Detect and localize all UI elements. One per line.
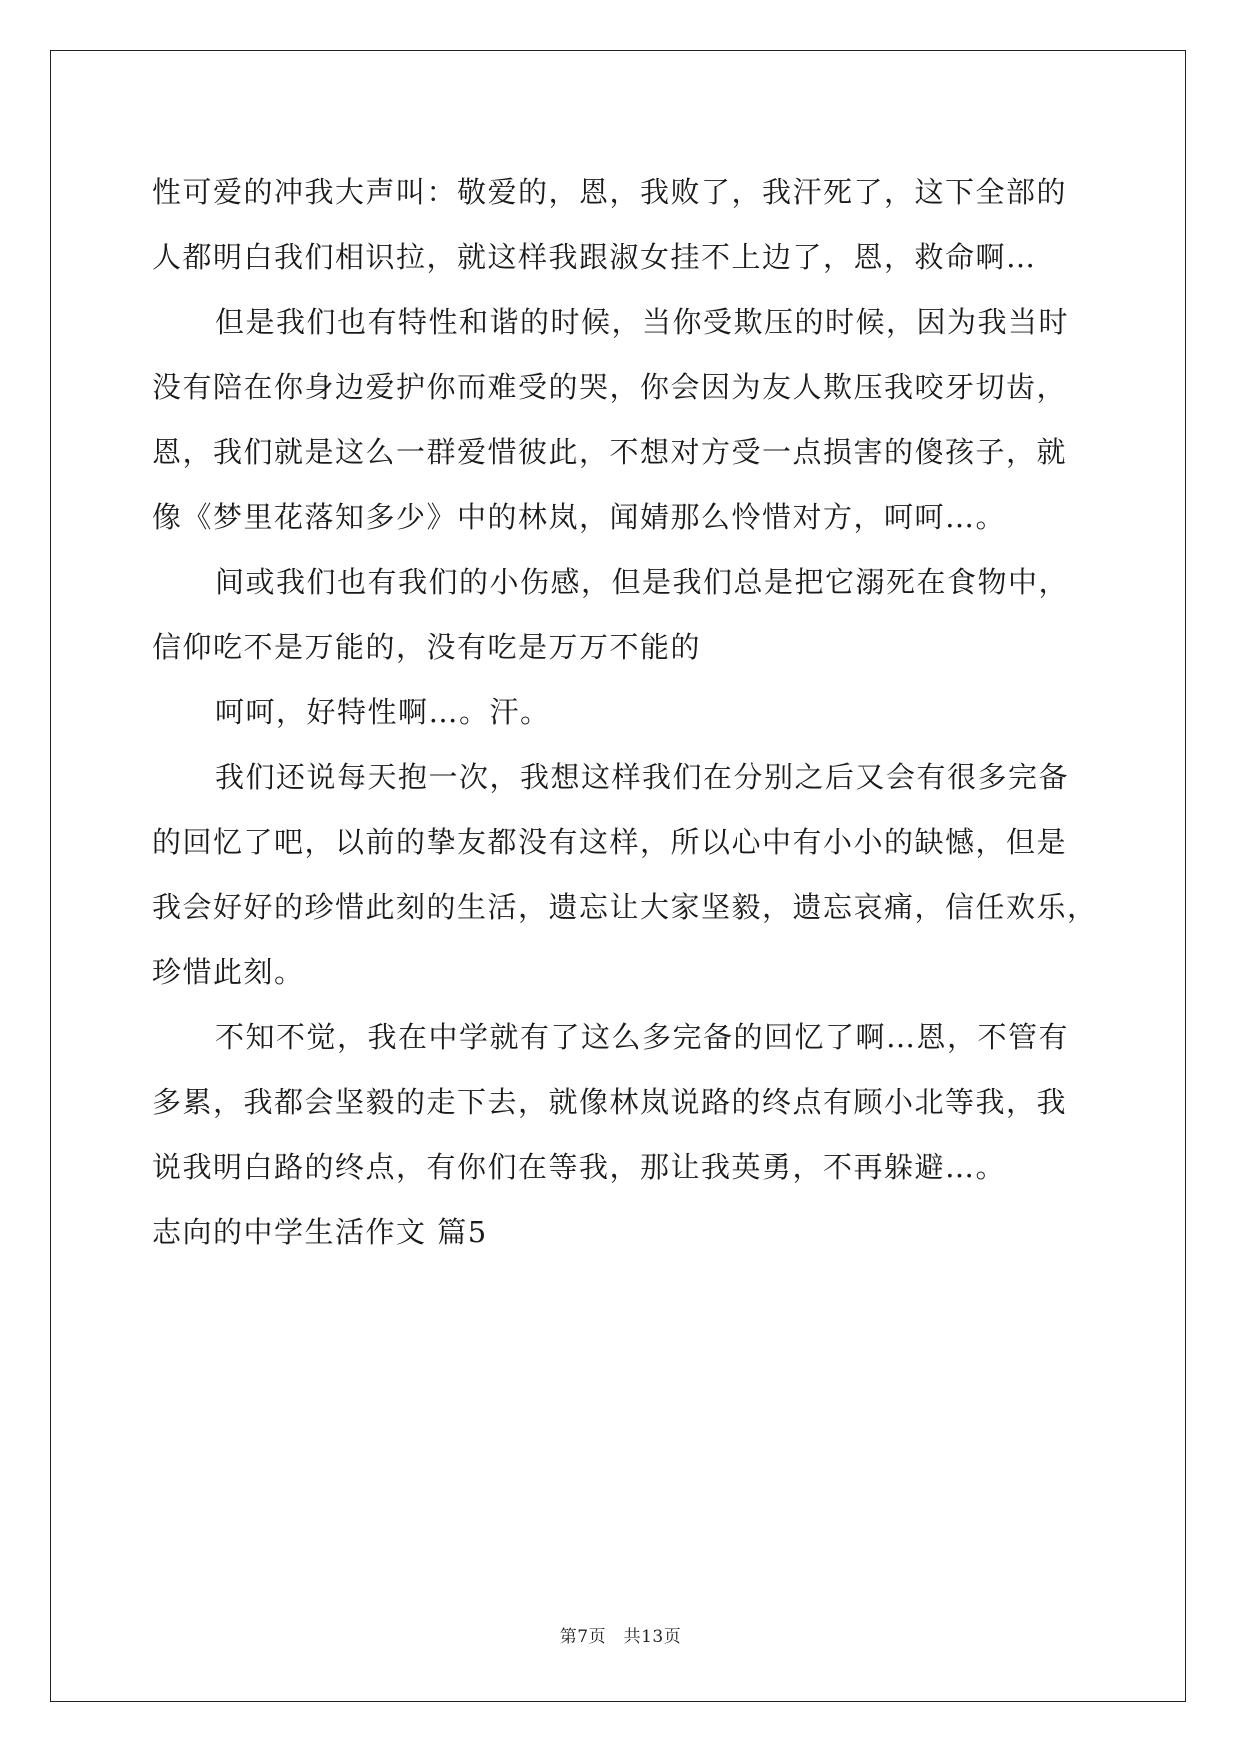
text-line: 呵呵，好特性啊…。汗。 xyxy=(215,695,551,729)
text-line: 不知不觉，我在中学就有了这么多完备的回忆了啊…恩，不管有 xyxy=(215,1020,1070,1054)
text-line: 没有陪在你身边爱护你而难受的哭，你会因为友人欺压我咬牙切齿， xyxy=(152,370,1068,404)
text-line: 信仰吃不是万能的，没有吃是万万不能的 xyxy=(152,630,702,664)
text-line: 我会好好的珍惜此刻的生活，遗忘让大家坚毅，遗忘哀痛，信任欢乐， xyxy=(152,890,1098,924)
page-number-footer: 第7页 共13页 xyxy=(559,1627,682,1647)
text-line: 但是我们也有特性和谐的时候，当你受欺压的时候，因为我当时 xyxy=(215,305,1070,339)
text-line: 说我明白路的终点，有你们在等我，那让我英勇，不再躲避…。 xyxy=(152,1150,1007,1184)
document-body xyxy=(152,160,1112,1265)
text-line: 人都明白我们相识拉，就这样我跟淑女挂不上边了，恩，救命啊… xyxy=(152,240,1037,274)
text-line: 我们还说每天抱一次，我想这样我们在分别之后又会有很多完备 xyxy=(215,760,1070,794)
text-line: 珍惜此刻。 xyxy=(152,955,305,989)
section-heading: 志向的中学生活作文 篇5 xyxy=(152,1215,488,1249)
text-line: 性可爱的冲我大声叫：敬爱的，恩，我败了，我汗死了，这下全部的 xyxy=(152,175,1068,209)
text-line: 像《梦里花落知多少》中的林岚，闻婧那么怜惜对方，呵呵…。 xyxy=(152,500,1007,534)
text-line: 的回忆了吧，以前的挚友都没有这样，所以心中有小小的缺憾，但是 xyxy=(152,825,1068,859)
text-line: 恩，我们就是这么一群爱惜彼此，不想对方受一点损害的傻孩子，就 xyxy=(152,435,1068,469)
text-line: 多累，我都会坚毅的走下去，就像林岚说路的终点有顾小北等我，我 xyxy=(152,1085,1068,1119)
text-line: 间或我们也有我们的小伤感，但是我们总是把它溺死在食物中， xyxy=(215,565,1070,599)
